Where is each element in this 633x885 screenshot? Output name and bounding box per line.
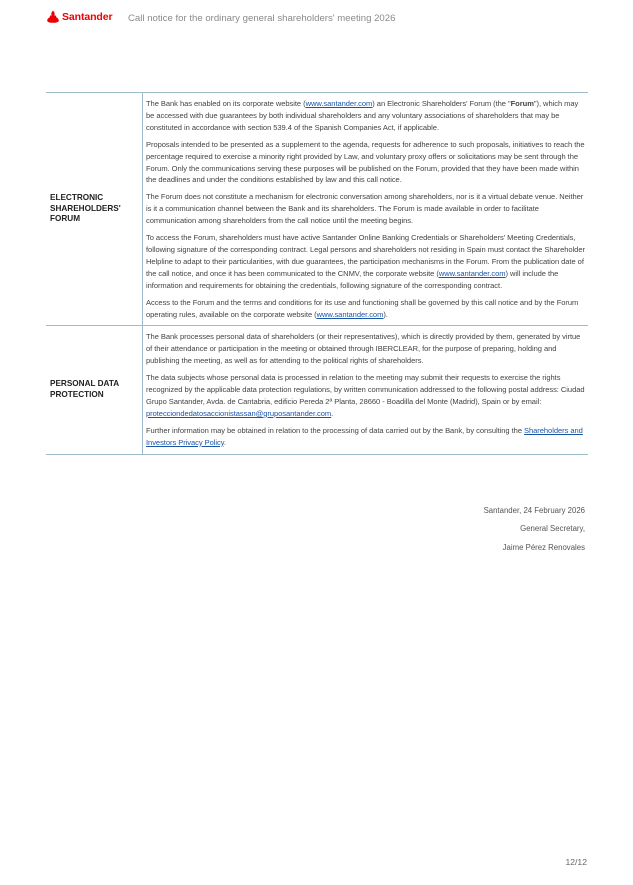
section-content: [143, 326, 589, 454]
santander-website-link[interactable]: www.santander.com: [305, 99, 373, 108]
section-label: ELECTRONIC SHAREHOLDERS' FORUM: [46, 93, 143, 326]
santander-logo: [47, 10, 112, 23]
section-shareholders-forum: [46, 93, 588, 326]
section-content: [143, 93, 589, 326]
paragraph: Proposals intended to be presented as a supplement to the agenda, requests for adherence to such proposals, initiatives to reach the percentage required to exercise a minority right provided by Law, and voluntary proxy offers or solicitations may be sent through the Forum. Only the communications serving these purposes will be published on the Forum, provided that they have been made within the deadlines and under the conditions established by law and this call notice.: [146, 139, 585, 185]
signature-role: General Secretary,: [520, 524, 585, 533]
paragraph: Access to the Forum and the terms and conditions for its use and functioning shall be governed by this call notice and by the Forum operating rules, available on the corporate website (www.santander.com).: [146, 297, 579, 319]
paragraph: The Bank processes personal data of shareholders (or their representatives), which is directly provided by them, generated by virtue of their attendance or participation in the meeting or obtained through IBERCLEAR, for the purpose of preparing, holding and publishing the meeting, as well as for attending to the political rights of shareholders.: [146, 332, 581, 366]
section-label: PERSONAL DATA PROTECTION: [46, 326, 143, 454]
page-header: [0, 0, 633, 40]
santander-website-link[interactable]: www.santander.com: [316, 309, 384, 319]
signature-place-date: Santander, 24 February 2026: [483, 506, 585, 515]
paragraph: The Forum does not constitute a mechanism for electronic conversation among shareholders, nor is it a virtual debate venue. Neither is it a communication channel between the Bank and its shareholders. The Forum is made available in order to facilitate communication among shareholders from the call notice until the meeting begins.: [146, 192, 584, 226]
section-data-protection: [46, 326, 588, 454]
signature-name: Jaime Pérez Renovales: [502, 543, 585, 552]
email-link[interactable]: protecciondedatosaccionistassan@gruposantander.com: [146, 408, 332, 418]
flame-icon: [47, 10, 59, 23]
paragraph: The Bank has enabled on its corporate website (www.santander.com) an Electronic Shareholders' Forum (the "Forum"), which may be accessed with due guarantees by both individual shareholders and any voluntary associations of shareholders that may be constituted in accordance with section 539.4 of the Spanish Companies Act, if applicable.: [146, 99, 579, 132]
page-number: 12/12: [565, 857, 587, 867]
info-table: [46, 92, 588, 455]
document-title: Call notice for the ordinary general shareholders' meeting 2026: [128, 13, 396, 24]
paragraph: Further information may be obtained in relation to the processing of data carried out by the Bank, by consulting the Shareholders and Investors Privacy Policy.: [146, 425, 583, 447]
brand-name: Santander: [62, 10, 113, 23]
santander-website-link[interactable]: www.santander.com: [438, 268, 506, 278]
paragraph: To access the Forum, shareholders must have active Santander Online Banking Credentials or Shareholders' Meeting Credentials, following signature of the corresponding contract. Legal persons and shareholders not residing in Spain must contact the Shareholder Helpline to adapt to their particularities, with due guarantees, the participation mechanisms in the Forum. From the publication date of the call notice, and once it has been communicated to the CNMV, the corporate website (www.santander.com) will include the information and requirements for obtaining the credentials, following signature of the corresponding contract.: [146, 233, 585, 290]
paragraph: The data subjects whose personal data is processed in relation to the meeting may submit their requests to exercise the rights recognized by the applicable data protection regulations, by written communication addressed to the following postal address: Ciudad Grupo Santander, Avda. de Cantabria, edificio Pereda 2ª Planta, 28660 - Boadilla del Monte (Madrid), Spain or by email: protecciondedatosaccionistassan@gruposantander.com.: [146, 373, 585, 418]
privacy-policy-link[interactable]: Shareholders and Investors Privacy Policy: [146, 425, 583, 447]
